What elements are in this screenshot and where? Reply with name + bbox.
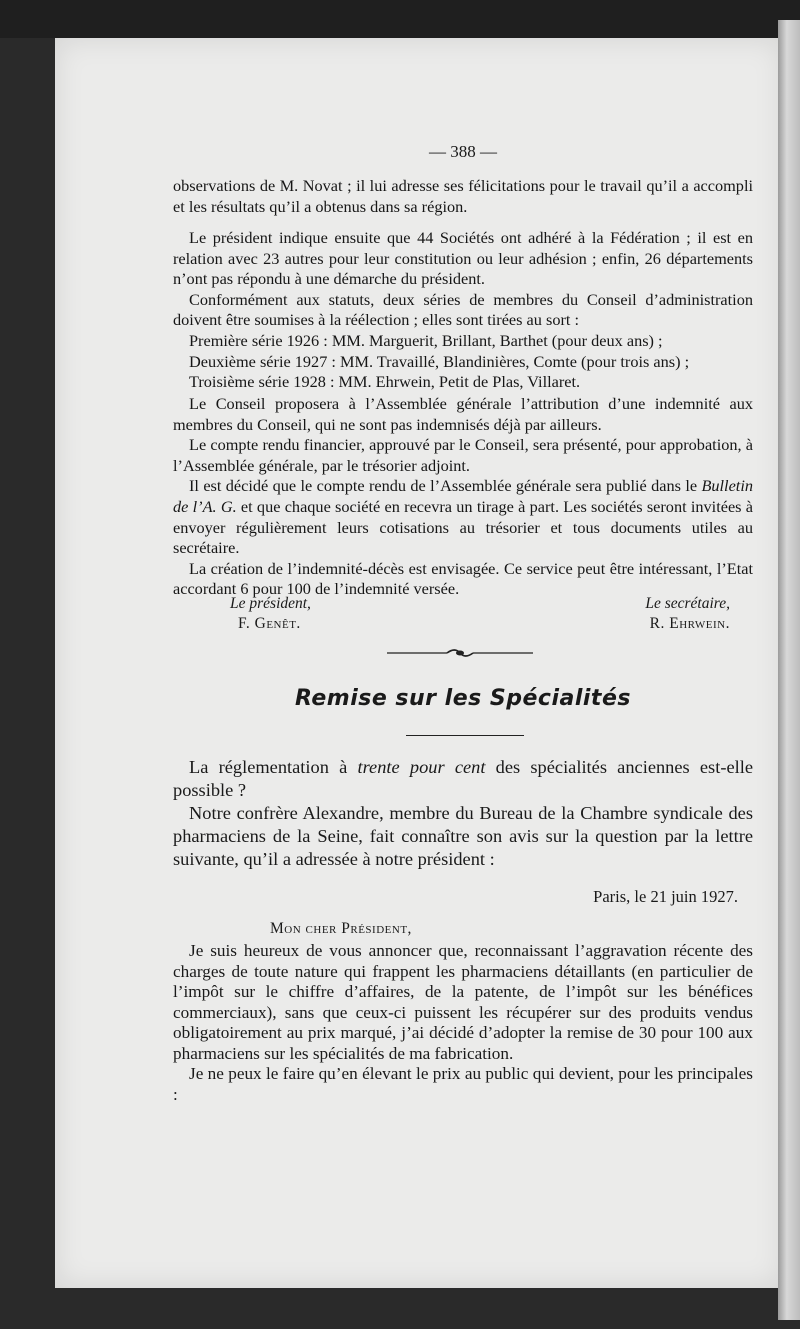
paragraph-statuts: Conformément aux statuts, deux séries de membres du Conseil d’administration doivent être soumises à la réélection ; elles sont tirées au sort : xyxy=(173,289,753,330)
letter-salutation: Mon cher Président, xyxy=(270,920,412,937)
letter-body xyxy=(173,941,753,1105)
scan-top-border xyxy=(0,0,800,38)
article-title: Remise sur les Spécialités xyxy=(295,686,631,711)
bulletin-text-after: et que chaque société en recevra un tirage à part. Les sociétés seront invitées à envoyer régulièrement leurs cotisations au trésorier et tous documents utiles au secrétaire. xyxy=(173,496,753,558)
page-number: — 388 — xyxy=(429,142,497,161)
signatures xyxy=(230,594,730,634)
secretary-name: R. Ehrwein. xyxy=(649,615,730,632)
president-title: Le président, xyxy=(230,595,311,612)
ornament-divider xyxy=(385,646,535,660)
minutes-continuation xyxy=(173,176,753,217)
question-before: La réglementation à xyxy=(189,757,358,777)
letter-paragraph-1: Je suis heureux de vous annoncer que, reconnaissant l’aggravation récente des charges de toute nature qui frappent les pharmaciens détaillants (en particulier de l’impôt sur le chiffre d’affaires, de la patente, de l’impôt sur les bénéfices commerciaux), sans que ceux-ci puissent les récupérer sur des produits vendus obligatoirement au prix marqué, j’ai décidé d’adopter la remise de 30 pour 100 aux pharmaciens sur les spécialités de ma fabrication. xyxy=(173,941,753,1063)
paragraph-indemnite-deces: La création de l’indemnité-décès est envisagée. Ce service peut être intéressant, l’Etat accordant 6 pour 100 de l’indemnité versée. xyxy=(173,558,753,599)
minutes-conseil xyxy=(173,394,753,600)
paragraph-societes: Le président indique ensuite que 44 Sociétés ont adhéré à la Fédération ; il est en relation avec 23 autres pour leur constitution ou leur adhésion ; enfin, 26 départements n’ont pas répondu à une démarche du président. xyxy=(173,228,753,289)
bulletin-title: Bulletin de l’A. G. xyxy=(173,476,753,516)
title-underline xyxy=(406,735,524,736)
bulletin-text-before: Il est décidé que le compte rendu de l’Assemblée générale sera publié dans le xyxy=(189,476,702,496)
paragraph-bulletin xyxy=(173,476,753,558)
paragraph-observations: observations de M. Novat ; il lui adresse ses félicitations pour le travail qu’il a accompli et les résultats qu’il a obtenus dans sa région. xyxy=(173,176,753,216)
president-name: F. Genêt. xyxy=(238,615,301,632)
page-binding-edge xyxy=(778,20,800,1320)
secretary-title: Le secrétaire, xyxy=(645,595,730,612)
series-1928: Troisième série 1928 : MM. Ehrwein, Petit de Plas, Villaret. xyxy=(189,372,581,392)
paragraph-compte-rendu-financier: Le compte rendu financier, approuvé par le Conseil, sera présenté, pour approbation, à l’Assemblée générale, par le trésorier adjoint. xyxy=(173,435,753,475)
paragraph-alexandre: Notre confrère Alexandre, membre du Bureau de la Chambre syndicale des pharmaciens de la Seine, fait connaître son avis sur la question par la lettre suivante, qu’il a adressée à notre président : xyxy=(173,803,753,869)
letter-paragraph-2: Je ne peux le faire qu’en élevant le prix au public qui devient, pour les principales : xyxy=(173,1064,753,1104)
series-1926: Première série 1926 : MM. Marguerit, Brillant, Barthet (pour deux ans) ; xyxy=(189,330,663,350)
question-after: des spécialités anciennes est-elle possible ? xyxy=(173,757,753,800)
letter-dateline: Paris, le 21 juin 1927. xyxy=(593,887,738,906)
paragraph-indemnite: Le Conseil proposera à l’Assemblée générale l’attribution d’une indemnité aux membres du Conseil, qui ne sont pas indemnisés déjà par ailleurs. xyxy=(173,394,753,434)
minutes-federation xyxy=(173,228,753,393)
paragraph-question xyxy=(173,756,753,802)
series-1927: Deuxième série 1927 : MM. Travaillé, Blandinières, Comte (pour trois ans) ; xyxy=(189,351,690,371)
question-italic: trente pour cent xyxy=(357,757,486,777)
article-intro xyxy=(173,756,753,871)
